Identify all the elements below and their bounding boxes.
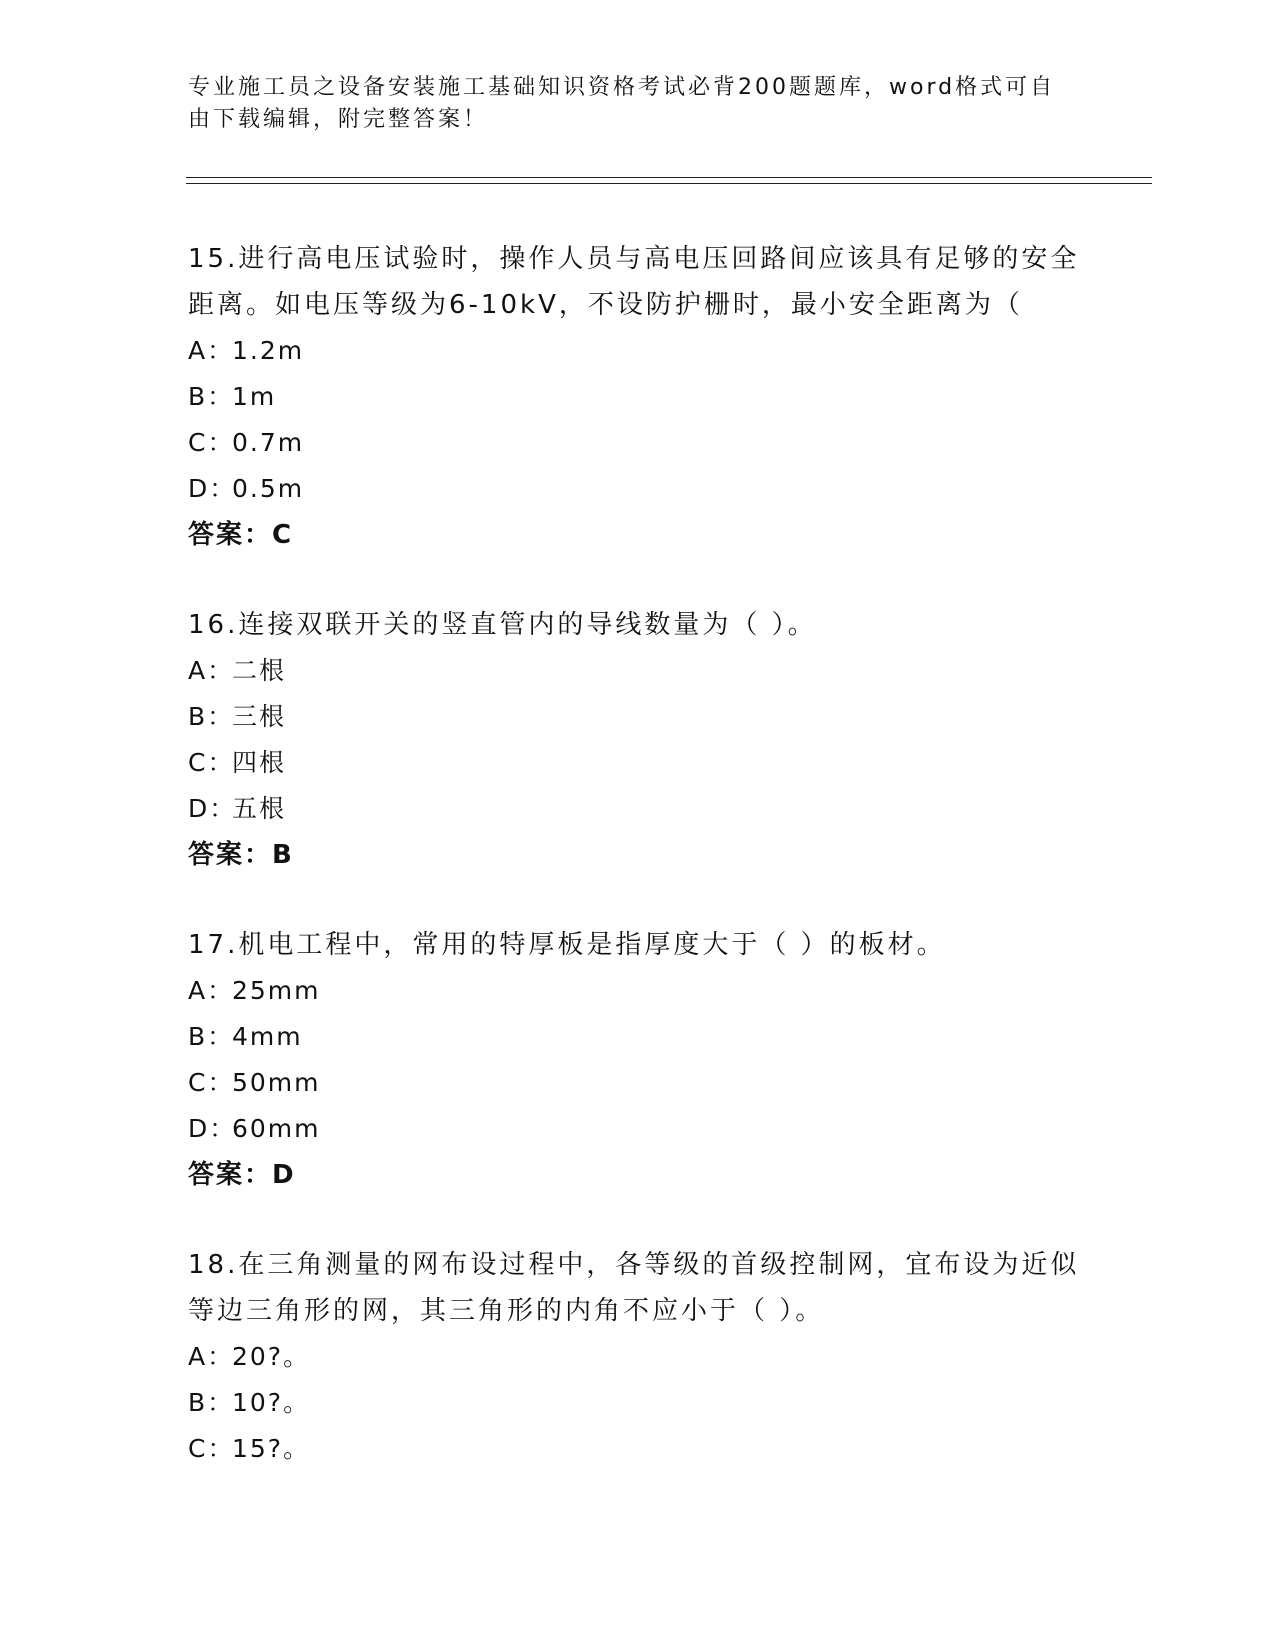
option-letter: D： xyxy=(188,794,237,823)
question-15 xyxy=(188,236,1088,558)
option-c xyxy=(188,420,1088,466)
option-text: 0.5m xyxy=(232,474,305,503)
option-d xyxy=(188,466,1088,512)
option-a xyxy=(188,328,1088,374)
option-d xyxy=(188,1106,1088,1152)
option-letter: C： xyxy=(188,1068,235,1097)
option-text: 15?。 xyxy=(232,1434,311,1463)
option-a xyxy=(188,968,1088,1014)
option-letter: B： xyxy=(188,382,235,411)
option-letter: C： xyxy=(188,1434,235,1463)
option-a xyxy=(188,1334,1088,1380)
option-letter: A： xyxy=(188,336,235,365)
option-text: 1.2m xyxy=(232,336,305,365)
option-c xyxy=(188,1426,1088,1472)
option-text: 0.7m xyxy=(232,428,305,457)
question-stem: 16.连接双联开关的竖直管内的导线数量为（ ）。 xyxy=(188,610,817,640)
option-letter: C： xyxy=(188,748,235,777)
option-text: 50mm xyxy=(232,1068,321,1097)
option-a xyxy=(188,648,1088,694)
option-b xyxy=(188,1380,1088,1426)
option-text: 二根 xyxy=(232,656,287,685)
option-letter: B： xyxy=(188,1022,235,1051)
header-divider-top xyxy=(186,177,1152,178)
option-text: 4mm xyxy=(232,1022,303,1051)
question-17 xyxy=(188,922,1088,1198)
option-letter: D： xyxy=(188,474,237,503)
option-c xyxy=(188,1060,1088,1106)
answer-line: 答案：D xyxy=(188,1160,296,1190)
option-letter: D： xyxy=(188,1114,237,1143)
question-18 xyxy=(188,1242,1088,1472)
option-text: 25mm xyxy=(232,976,321,1005)
option-letter: A： xyxy=(188,1342,235,1371)
option-text: 60mm xyxy=(232,1114,321,1143)
option-text: 10?。 xyxy=(232,1388,311,1417)
option-c xyxy=(188,740,1088,786)
document-header: 专业施工员之设备安装施工基础知识资格考试必背200题题库，word格式可自由下载编辑，附完整答案！ xyxy=(188,75,1056,132)
option-text: 四根 xyxy=(232,748,287,777)
option-text: 五根 xyxy=(232,794,287,823)
option-letter: B： xyxy=(188,1388,235,1417)
answer-line: 答案：C xyxy=(188,520,294,550)
option-text: 20?。 xyxy=(232,1342,311,1371)
option-text: 1m xyxy=(232,382,277,411)
option-letter: A： xyxy=(188,656,235,685)
header-divider-bottom xyxy=(186,183,1152,184)
question-16 xyxy=(188,602,1088,878)
question-stem: 18.在三角测量的网布设过程中，各等级的首级控制网，宜布设为近似等边三角形的网，其三角形的内角不应小于（ ）。 xyxy=(188,1250,1080,1326)
option-text: 三根 xyxy=(232,702,287,731)
question-stem: 17.机电工程中，常用的特厚板是指厚度大于（ ）的板材。 xyxy=(188,930,946,960)
answer-line: 答案：B xyxy=(188,840,294,870)
option-b xyxy=(188,374,1088,420)
question-list xyxy=(188,236,1088,1516)
option-letter: A： xyxy=(188,976,235,1005)
option-letter: B： xyxy=(188,702,235,731)
question-stem: 15.进行高电压试验时，操作人员与高电压回路间应该具有足够的安全距离。如电压等级为6-10kV，不设防护栅时，最小安全距离为（ xyxy=(188,244,1080,320)
option-letter: C： xyxy=(188,428,235,457)
option-b xyxy=(188,1014,1088,1060)
option-b xyxy=(188,694,1088,740)
option-d xyxy=(188,786,1088,832)
